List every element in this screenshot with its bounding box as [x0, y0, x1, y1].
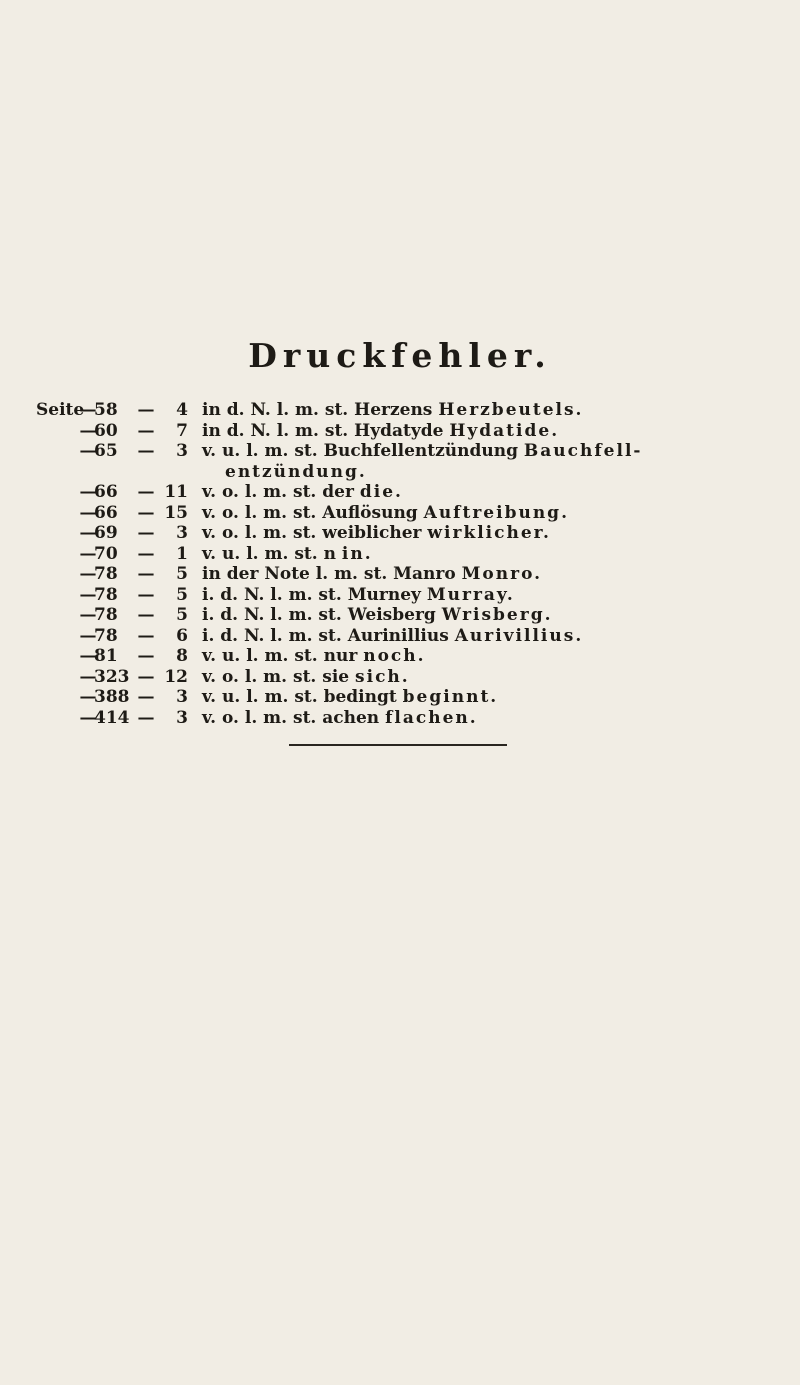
- error-text: sie: [322, 666, 350, 687]
- erratum-text: [202, 646, 426, 666]
- line-number: 5: [176, 564, 188, 584]
- page-number: 414: [94, 707, 130, 728]
- location: v. o. l. m. st.: [202, 707, 317, 728]
- page-number: 78: [94, 625, 118, 646]
- dash: —: [137, 625, 155, 646]
- line-number: 12: [164, 666, 188, 687]
- correction-text: Hydatide.: [449, 420, 560, 441]
- dash: —: [137, 502, 155, 523]
- erratum-text: [202, 523, 551, 543]
- correction-text: Aurivillius.: [454, 625, 584, 646]
- error-text: Manro: [393, 564, 456, 584]
- errata-row: [36, 564, 796, 585]
- page-number: 78: [94, 584, 118, 605]
- location: i. d. N. l. m. st.: [202, 605, 342, 625]
- page-number: 65: [94, 441, 118, 461]
- erratum-text: [202, 626, 583, 646]
- dash: —: [79, 543, 97, 564]
- dash: —: [137, 543, 155, 564]
- correction-text: flachen.: [385, 707, 478, 728]
- errata-row-continuation: [36, 462, 796, 483]
- dash: —: [79, 687, 97, 707]
- page-number: 388: [94, 687, 130, 707]
- dash: —: [137, 707, 155, 728]
- line-number: 5: [176, 584, 188, 605]
- dash: —: [137, 646, 155, 666]
- dash: —: [79, 502, 97, 523]
- location: i. d. N. l. m. st.: [202, 584, 342, 605]
- dash: —: [137, 584, 155, 605]
- errata-row: [36, 667, 796, 688]
- page-number: 323: [94, 666, 130, 687]
- line-number: 3: [176, 441, 188, 461]
- correction-text: wirklicher.: [427, 523, 551, 543]
- errata-row: [36, 523, 796, 544]
- dash: —: [79, 605, 97, 625]
- location: v. o. l. m. st.: [202, 482, 317, 502]
- correction-text: sich.: [355, 666, 410, 687]
- dash: —: [137, 666, 155, 687]
- dash: —: [79, 523, 97, 543]
- error-text: Herzens: [354, 400, 433, 420]
- seite-label: Seite: [36, 400, 85, 420]
- page-number: 70: [94, 543, 118, 564]
- location: v. o. l. m. st.: [202, 502, 317, 523]
- dash: —: [137, 564, 155, 584]
- correction-text: Monro.: [461, 564, 543, 584]
- correction-text: die.: [359, 482, 403, 502]
- dash: —: [79, 646, 97, 666]
- line-number: 8: [176, 646, 188, 666]
- erratum-text: [202, 544, 373, 564]
- correction-text: Auftreibung.: [423, 502, 569, 523]
- dash: —: [79, 420, 97, 441]
- correction-text: in.: [341, 543, 373, 564]
- location: v. o. l. m. st.: [202, 523, 317, 543]
- errata-list: [36, 400, 796, 728]
- page-number: 78: [94, 564, 118, 584]
- dash: —: [137, 420, 155, 441]
- page-number: 81: [94, 646, 118, 666]
- errata-row: [36, 482, 796, 503]
- line-number: 6: [176, 625, 188, 646]
- location: i. d. N. l. m. st.: [202, 625, 342, 646]
- page-number: 66: [94, 482, 118, 502]
- error-text: Aurinillius: [347, 625, 449, 646]
- correction-text: Bauchfell-: [523, 441, 643, 461]
- dash: —: [79, 707, 97, 728]
- dash: —: [79, 482, 97, 502]
- line-number: 3: [176, 707, 188, 728]
- errata-row: [36, 605, 796, 626]
- location: in d. N. l. m. st.: [202, 420, 349, 441]
- location: v. o. l. m. st.: [202, 666, 317, 687]
- dash: —: [79, 564, 97, 584]
- error-text: Murney: [347, 584, 421, 605]
- line-number: 11: [164, 482, 188, 502]
- dash: —: [137, 523, 155, 543]
- erratum-text: [202, 708, 478, 728]
- correction-text: Herzbeutels.: [438, 400, 584, 420]
- dash: —: [137, 482, 155, 502]
- error-text: Weisberg: [347, 605, 436, 625]
- errata-row: [36, 544, 796, 565]
- erratum-text: [202, 503, 569, 523]
- line-number: 5: [176, 605, 188, 625]
- location: v. u. l. m. st.: [202, 441, 318, 461]
- page-number: 69: [94, 523, 118, 543]
- line-number: 15: [164, 502, 188, 523]
- error-text: bedingt: [323, 687, 397, 707]
- error-text: der: [322, 482, 354, 502]
- erratum-text: [202, 687, 498, 707]
- line-number: 7: [176, 420, 188, 441]
- erratum-text: [202, 585, 515, 605]
- page-number: 60: [94, 420, 118, 441]
- dash: —: [79, 400, 97, 420]
- dash: —: [137, 441, 155, 461]
- correction-text: beginnt.: [402, 687, 499, 707]
- closing-rule: [289, 744, 507, 746]
- errata-row: [36, 646, 796, 667]
- dash: —: [137, 687, 155, 707]
- correction-continuation: entzündung.: [225, 461, 367, 482]
- error-text: n: [323, 543, 336, 564]
- dash: —: [79, 625, 97, 646]
- page-number: 58: [94, 400, 118, 420]
- dash: —: [137, 605, 155, 625]
- page-number: 78: [94, 605, 118, 625]
- line-number: 3: [176, 687, 188, 707]
- erratum-text: [202, 564, 542, 584]
- erratum-text: [202, 667, 410, 687]
- error-text: Hydatyde: [354, 420, 444, 441]
- dash: —: [137, 400, 155, 420]
- location: in d. N. l. m. st.: [202, 400, 349, 420]
- erratum-text: [202, 605, 553, 625]
- error-text: weiblicher: [322, 523, 422, 543]
- error-text: Auflösung: [322, 502, 418, 523]
- errata-row: [36, 585, 796, 606]
- location: in der Note l. m. st.: [202, 564, 388, 584]
- line-number: 4: [176, 400, 188, 420]
- location: v. u. l. m. st.: [202, 687, 318, 707]
- errata-row: [36, 400, 796, 421]
- error-text: achen: [322, 707, 380, 728]
- error-text: Buchfellentzündung: [323, 441, 518, 461]
- erratum-text: [202, 421, 559, 441]
- location: v. u. l. m. st.: [202, 646, 318, 666]
- erratum-text: [202, 400, 583, 420]
- errata-row: [36, 708, 796, 729]
- errata-row: [36, 626, 796, 647]
- dash: —: [79, 666, 97, 687]
- erratum-text: [202, 441, 642, 461]
- correction-text: Murray.: [426, 584, 515, 605]
- errata-row: [36, 441, 796, 462]
- correction-text: noch.: [363, 646, 426, 666]
- error-text: nur: [323, 646, 358, 666]
- correction-text: Wrisberg.: [441, 605, 553, 625]
- page-number: 66: [94, 502, 118, 523]
- line-number: 1: [176, 543, 188, 564]
- dash: —: [79, 441, 97, 461]
- errata-row: [36, 687, 796, 708]
- dash: —: [79, 584, 97, 605]
- page-title: Druckfehler.: [248, 336, 552, 375]
- erratum-text: [202, 482, 403, 502]
- line-number: 3: [176, 523, 188, 543]
- errata-row: [36, 503, 796, 524]
- errata-row: [36, 421, 796, 442]
- location: v. u. l. m. st.: [202, 543, 318, 564]
